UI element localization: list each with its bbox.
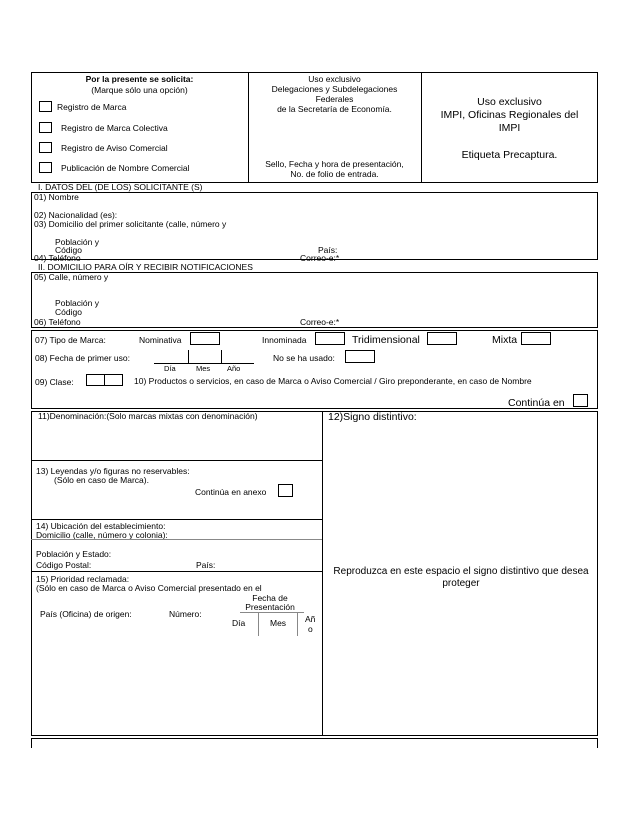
fecha-anio-1: Añ — [305, 614, 316, 624]
continua-anexo-label: Continúa en anexo — [195, 487, 267, 497]
fecha-uso-dia: Día — [164, 364, 176, 373]
field-14-codigo-postal[interactable]: Código Postal: — [36, 560, 92, 570]
field-02-nacionalidad[interactable]: 02) Nacionalidad (es): — [34, 210, 118, 220]
field-poblacion-2: Población y — [55, 298, 99, 308]
mixta-label: Mixta — [492, 334, 518, 346]
field-01-nombre[interactable]: 01) Nombre — [34, 192, 79, 202]
section-1-title: I. DATOS DEL (DE LOS) SOLICITANTE (S) — [38, 182, 203, 192]
option-aviso-comercial-checkbox[interactable] — [39, 142, 52, 153]
field-07-tipo-marca: 07) Tipo de Marca: — [35, 335, 106, 345]
section-2-title: II. DOMICILIO PARA OÍR Y RECIBIR NOTIFICACIONES — [38, 262, 253, 272]
field-06-telefono[interactable]: 06) Teléfono — [34, 317, 81, 327]
option-registro-marca-checkbox[interactable] — [39, 101, 52, 112]
field-14-poblacion[interactable]: Población y Estado: — [36, 549, 112, 559]
no-usado-checkbox[interactable] — [345, 350, 375, 363]
field-pais-1[interactable]: País: — [318, 245, 338, 255]
fecha-uso-anio: Año — [227, 364, 241, 373]
option-marca-colectiva-label: Registro de Marca Colectiva — [61, 123, 168, 133]
continua-checkbox[interactable] — [573, 394, 588, 407]
field-03-domicilio[interactable]: 03) Domicilio del primer solicitante (calle, número y — [34, 219, 227, 229]
row-15-top — [31, 571, 322, 572]
option-marca-colectiva-checkbox[interactable] — [39, 122, 52, 133]
field-13-sub: (Sólo en caso de Marca). — [54, 475, 149, 485]
field-09-clase: 09) Clase: — [35, 377, 74, 387]
bottom-strip — [31, 738, 598, 748]
field-15-sub: (Sólo en caso de Marca o Aviso Comercial presentado en el — [36, 583, 262, 593]
field-correo-2[interactable]: Correo-e:* — [300, 317, 340, 327]
nominativa-label: Nominativa — [139, 335, 182, 345]
fecha-div-2 — [297, 612, 298, 636]
delegaciones-line-4: de la Secretaría de Economía. — [277, 104, 392, 114]
field-14-pais[interactable]: País: — [196, 560, 216, 570]
impi-line-1: Uso exclusivo — [477, 96, 542, 108]
row-14-inner-line — [31, 539, 322, 540]
impi-line-3: IMPI — [498, 122, 521, 134]
row-14-top — [31, 519, 322, 520]
row-13-top — [31, 460, 322, 461]
request-title: Por la presente se solicita: — [85, 74, 194, 84]
option-aviso-comercial-label: Registro de Aviso Comercial — [61, 143, 168, 153]
sello-line-2: No. de folio de entrada. — [290, 169, 379, 179]
request-subtitle: (Marque sólo una opción) — [91, 85, 188, 95]
clase-box-2[interactable] — [104, 374, 123, 386]
option-nombre-comercial-checkbox[interactable] — [39, 162, 52, 173]
reproduzca-text: Reproduzca en este espacio el signo distintivo que desea proteger — [333, 566, 589, 589]
field-14-ubicacion: 14) Ubicación del establecimiento: — [36, 521, 166, 531]
fecha-uso-mes: Mes — [196, 364, 211, 373]
option-nombre-comercial-label: Publicación de Nombre Comercial — [61, 163, 190, 173]
delegaciones-line-1: Uso exclusivo — [308, 74, 361, 84]
fecha-presentacion-line — [240, 612, 304, 613]
fecha-presentacion-1: Fecha de — [252, 593, 288, 603]
numero-label[interactable]: Número: — [169, 609, 202, 619]
continua-anexo-checkbox[interactable] — [278, 484, 293, 497]
field-11-denominacion[interactable]: 11)Denominación:(Solo marcas mixtas con denominación) — [38, 411, 258, 421]
field-poblacion-1: Población y — [55, 237, 99, 247]
section-4-divider — [322, 411, 323, 736]
fecha-anio-2: o — [308, 624, 313, 634]
field-04-telefono[interactable]: 04) Teléfono — [34, 253, 81, 263]
field-12-signo: 12)Signo distintivo: — [328, 411, 417, 423]
fecha-div-1 — [258, 612, 259, 636]
field-10-productos[interactable]: 10) Productos o servicios, en caso de Marca o Aviso Comercial / Giro preponderante, en caso de Nombre — [134, 376, 532, 386]
tridimensional-label: Tridimensional — [352, 334, 420, 346]
field-14-domicilio[interactable]: Domicilio (calle, número y colonia): — [36, 530, 168, 540]
fecha-uso-div-2 — [221, 350, 222, 363]
etiqueta-precaptura: Etiqueta Precaptura. — [461, 149, 558, 161]
sello-line-1: Sello, Fecha y hora de presentación, — [265, 159, 404, 169]
fecha-dia: Día — [232, 618, 246, 628]
field-13-leyendas: 13) Leyendas y/o figuras no reservables: — [36, 466, 190, 476]
impi-line-2: IMPI, Oficinas Regionales del — [440, 109, 579, 121]
fecha-presentacion-2: Presentación — [245, 602, 295, 612]
field-codigo-1: Código — [55, 245, 82, 255]
innominada-checkbox[interactable] — [315, 332, 345, 345]
field-codigo-2: Código — [55, 307, 82, 317]
tridimensional-checkbox[interactable] — [427, 332, 457, 345]
fecha-uso-div-1 — [188, 350, 189, 363]
nominativa-checkbox[interactable] — [190, 332, 220, 345]
delegaciones-line-2: Delegaciones y Subdelegaciones — [271, 84, 398, 94]
field-15-prioridad: 15) Prioridad reclamada: — [36, 574, 130, 584]
no-usado-label: No se ha usado: — [273, 353, 335, 363]
clase-box-1[interactable] — [86, 374, 105, 386]
field-08-fecha-uso: 08) Fecha de primer uso: — [35, 353, 130, 363]
innominada-label: Innominada — [262, 335, 307, 345]
pais-origen-label[interactable]: País (Oficina) de origen: — [40, 609, 132, 619]
option-registro-marca-label: Registro de Marca — [57, 102, 127, 112]
mixta-checkbox[interactable] — [521, 332, 551, 345]
continua-label: Continúa en — [508, 397, 565, 409]
fecha-mes: Mes — [270, 618, 287, 628]
field-correo-1[interactable]: Correo-e:* — [300, 253, 340, 263]
delegaciones-line-3: Federales — [315, 94, 354, 104]
field-05-calle[interactable]: 05) Calle, número y — [34, 272, 109, 282]
